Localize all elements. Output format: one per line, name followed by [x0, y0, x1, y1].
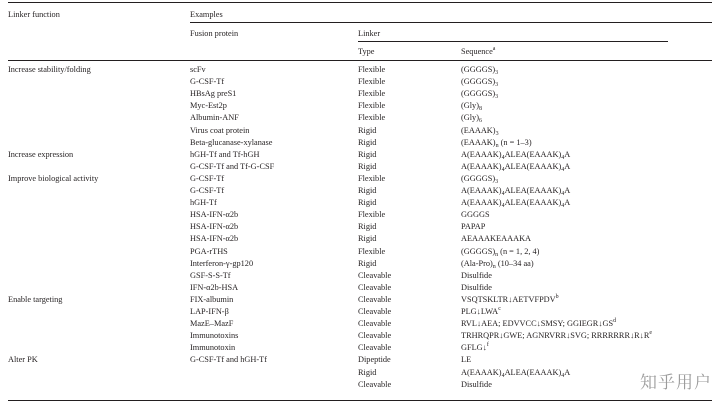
linker-function-label: Enable targeting [8, 294, 63, 304]
sequence-text: PLG↓LWA [461, 307, 499, 316]
fusion-protein-cell: hGH-Tf and Tf-hGH [190, 149, 260, 159]
linker-function-label: Alter PK [8, 355, 38, 365]
sequence-text: A(EAAAK) [461, 161, 502, 171]
fusion-protein-cell: HSA-IFN-α2b [190, 222, 239, 232]
fusion-protein-cell: HSA-IFN-α2b [190, 234, 239, 244]
header-sequence: Sequence$^a$ [461, 46, 496, 56]
sequence-subscript: n [492, 263, 496, 270]
sequence-cell [461, 233, 531, 244]
sequence-text: LE [461, 355, 472, 365]
sequence-subscript: 4 [561, 372, 565, 379]
sequence-text: TRHRQPR↓GWE; AGNRVRR↓SVG; RRRRRRR↓R↓R [461, 331, 650, 341]
sequence-cell [461, 354, 471, 365]
sequence-text: (GGGGS) [461, 246, 496, 256]
sequence-text: A(EAAAK) [461, 149, 502, 159]
sequence-text: (GGGGS) [461, 77, 496, 87]
sequence-subscript: 6 [478, 118, 482, 125]
sequence-cell [461, 185, 570, 196]
linker-function-label: Increase stability/folding [8, 65, 91, 74]
sequence-cell [461, 197, 570, 208]
header-fusion-protein: Fusion protein [190, 29, 239, 38]
sequence-text: (GGGGS) [461, 89, 496, 99]
sequence-subscript: n [495, 251, 499, 258]
fusion-protein-cell: FIX-albumin [190, 294, 234, 304]
linker-type-cell: Cleavable [358, 307, 392, 316]
sequence-cell [461, 64, 498, 75]
sequence-text: Disulfide [461, 270, 492, 280]
sequence-text: VSQTSKLTR↓AETVFPDV [461, 294, 556, 304]
fusion-protein-cell: HBsAg preS1 [190, 89, 237, 99]
fusion-protein-cell: Myc-Est2p [190, 101, 227, 111]
linker-type-cell: Cleavable [358, 319, 392, 329]
sequence-cell [461, 161, 570, 172]
sequence-text: A(EAAAK) [461, 367, 502, 377]
sequence-subscript: 4 [561, 166, 565, 173]
sequence-cell [461, 76, 498, 87]
watermark: 知乎用户 [640, 373, 712, 393]
sequence-text: ALEA(EAAAK) [504, 186, 562, 195]
sequence-cell [461, 282, 492, 293]
examples-rule [190, 22, 712, 23]
fusion-protein-cell: HSA-IFN-α2b [190, 210, 239, 220]
sequence-subscript: 8 [478, 106, 482, 113]
fusion-protein-cell: G-CSF-Tf and Tf-G-CSF [190, 161, 275, 171]
fusion-protein-cell: Virus coat protein [190, 125, 250, 135]
fusion-protein-cell: GSF-S-S-Tf [190, 270, 231, 280]
linker-type-cell: Dipeptide [358, 355, 391, 365]
sequence-cell [461, 88, 498, 99]
sequence-cell [461, 379, 492, 390]
sequence-text: ALEA(EAAAK) [504, 198, 562, 208]
linker-type-cell: Rigid [358, 186, 377, 195]
sequence-subscript: 4 [501, 372, 505, 379]
fusion-protein-cell: G-CSF-Tf [190, 186, 225, 195]
sequence-cell [461, 246, 539, 257]
sequence-text: A [564, 198, 571, 208]
sequence-text: Disulfide [461, 282, 492, 292]
sequence-text: Disulfide [461, 379, 492, 389]
sequence-text: ALEA(EAAAK) [504, 149, 562, 159]
sequence-cell [461, 125, 499, 136]
fusion-protein-cell: G-CSF-Tf [190, 173, 225, 183]
header-linker: Linker [358, 29, 381, 38]
sequence-subscript: n [495, 142, 499, 149]
sequence-cell [461, 330, 652, 341]
sequence-text: AEAAAKEAAAKA [461, 234, 532, 244]
sequence-text: (GGGGS) [461, 65, 496, 74]
fusion-protein-cell: G-CSF-Tf and hGH-Tf [190, 355, 267, 365]
sequence-subscript: 3 [495, 130, 499, 137]
sequence-footnote-mark: e [649, 330, 653, 337]
sequence-subscript: 3 [495, 82, 499, 89]
fusion-protein-cell: PGA-rTHS [190, 246, 228, 256]
sequence-cell [461, 100, 482, 111]
sequence-text: PAPAP [461, 222, 486, 232]
fusion-protein-cell: Albumin-ANF [190, 113, 239, 123]
sequence-text: (n = 1–3) [498, 137, 532, 147]
linker-type-cell: Flexible [358, 89, 386, 99]
sequence-cell [461, 318, 616, 329]
sequence-text: RVL↓AEA; EDVVCC↓SMSY; GGIEGR↓GS [461, 319, 614, 329]
linker-type-cell: Flexible [358, 113, 386, 123]
linker-type-cell: Cleavable [358, 282, 392, 292]
sequence-footnote-mark: f [486, 342, 489, 349]
header-bottom-rule [8, 60, 712, 61]
sequence-cell [461, 137, 532, 148]
linker-type-cell: Rigid [358, 125, 377, 135]
sequence-subscript: 4 [561, 203, 565, 210]
linker-type-cell: Cleavable [358, 331, 392, 341]
linker-type-cell: Flexible [358, 173, 386, 183]
linker-type-cell: Cleavable [358, 270, 392, 280]
sequence-cell [461, 294, 559, 305]
sequence-text: A [564, 161, 571, 171]
fusion-protein-cell: MazE–MazF [190, 319, 234, 329]
sequence-text: (n = 1, 2, 4) [498, 246, 540, 256]
sequence-text: A [564, 149, 571, 159]
sequence-subscript: 4 [501, 203, 505, 210]
linker-type-cell: Cleavable [358, 379, 392, 389]
sequence-subscript: 4 [561, 154, 565, 161]
sequence-text: ALEA(EAAAK) [504, 367, 562, 377]
linker-type-cell: Rigid [358, 367, 377, 377]
fusion-protein-cell: LAP-IFN-β [190, 307, 229, 316]
fusion-protein-cell: Beta-glucanase-xylanase [190, 137, 273, 147]
sequence-cell [461, 209, 490, 220]
fusion-protein-cell: Interferon-γ-gp120 [190, 258, 254, 268]
sequence-footnote-mark: a [492, 46, 496, 52]
linker-type-cell: Flexible [358, 246, 386, 256]
linker-type-cell: Rigid [358, 161, 377, 171]
linker-function-label: Increase expression [8, 149, 74, 159]
linker-type-cell: Rigid [358, 198, 377, 208]
fusion-protein-cell: hGH-Tf [190, 198, 217, 208]
sequence-cell [461, 270, 492, 281]
linker-type-cell: Rigid [358, 258, 377, 268]
linker-type-cell: Flexible [358, 210, 386, 220]
linker-type-cell: Flexible [358, 101, 386, 111]
sequence-cell [461, 112, 482, 123]
sequence-text: (GGGGS) [461, 173, 496, 183]
fusion-protein-cell: G-CSF-Tf [190, 77, 225, 87]
sequence-text: A [564, 367, 571, 377]
linker-type-cell: Flexible [358, 77, 386, 87]
sequence-text: GFLG↓ [461, 343, 487, 353]
header-linker-function: Linker function [8, 10, 60, 19]
sequence-subscript: 3 [495, 178, 499, 185]
sequence-subscript: 3 [495, 70, 499, 76]
sequence-cell [461, 221, 485, 232]
sequence-text: A [564, 186, 571, 195]
linker-type-cell: Cleavable [358, 343, 392, 353]
linker-type-cell: Rigid [358, 222, 377, 232]
bottom-rule [8, 400, 712, 401]
top-rule [8, 2, 712, 3]
sequence-footnote-mark: d [613, 318, 617, 325]
sequence-text: ALEA(EAAAK) [504, 161, 562, 171]
sequence-text: (Ala-Pro) [461, 258, 493, 268]
sequence-footnote-mark: b [555, 293, 559, 300]
sequence-cell [461, 149, 570, 160]
sequence-text: (Gly) [461, 101, 479, 111]
sequence-cell [461, 306, 501, 317]
sequence-cell [461, 258, 534, 269]
sequence-text: (EAAAK) [461, 125, 496, 135]
linker-function-label: Improve biological activity [8, 173, 99, 183]
sequence-text: GGGGS [461, 210, 490, 220]
sequence-cell [461, 173, 498, 184]
linker-type-cell: Flexible [358, 65, 386, 74]
fusion-protein-cell: scFv [190, 65, 206, 74]
sequence-subscript: 4 [501, 154, 505, 161]
fusion-protein-cell: Immunotoxins [190, 331, 239, 341]
sequence-cell [461, 342, 489, 353]
sequence-subscript: 4 [501, 166, 505, 173]
linker-rule [358, 41, 668, 42]
sequence-text: A(EAAAK) [461, 186, 502, 195]
sequence-text: A(EAAAK) [461, 198, 502, 208]
sequence-subscript: 4 [501, 191, 505, 197]
fusion-protein-cell: IFN-α2b-HSA [190, 282, 239, 292]
sequence-cell [461, 367, 570, 378]
sequence-subscript: 4 [561, 191, 565, 197]
sequence-footnote-mark: c [498, 306, 501, 312]
linker-type-cell: Rigid [358, 137, 377, 147]
sequence-text: (Gly) [461, 113, 479, 123]
sequence-text: (EAAAK) [461, 137, 496, 147]
linker-type-cell: Rigid [358, 149, 377, 159]
sequence-subscript: 3 [495, 94, 499, 101]
linker-type-cell: Cleavable [358, 294, 392, 304]
linker-type-cell: Rigid [358, 234, 377, 244]
fusion-protein-cell: Immunotoxin [190, 343, 236, 353]
sequence-text: (10–34 aa) [495, 258, 534, 268]
header-examples: Examples [190, 10, 223, 19]
header-type: Type [358, 47, 375, 56]
